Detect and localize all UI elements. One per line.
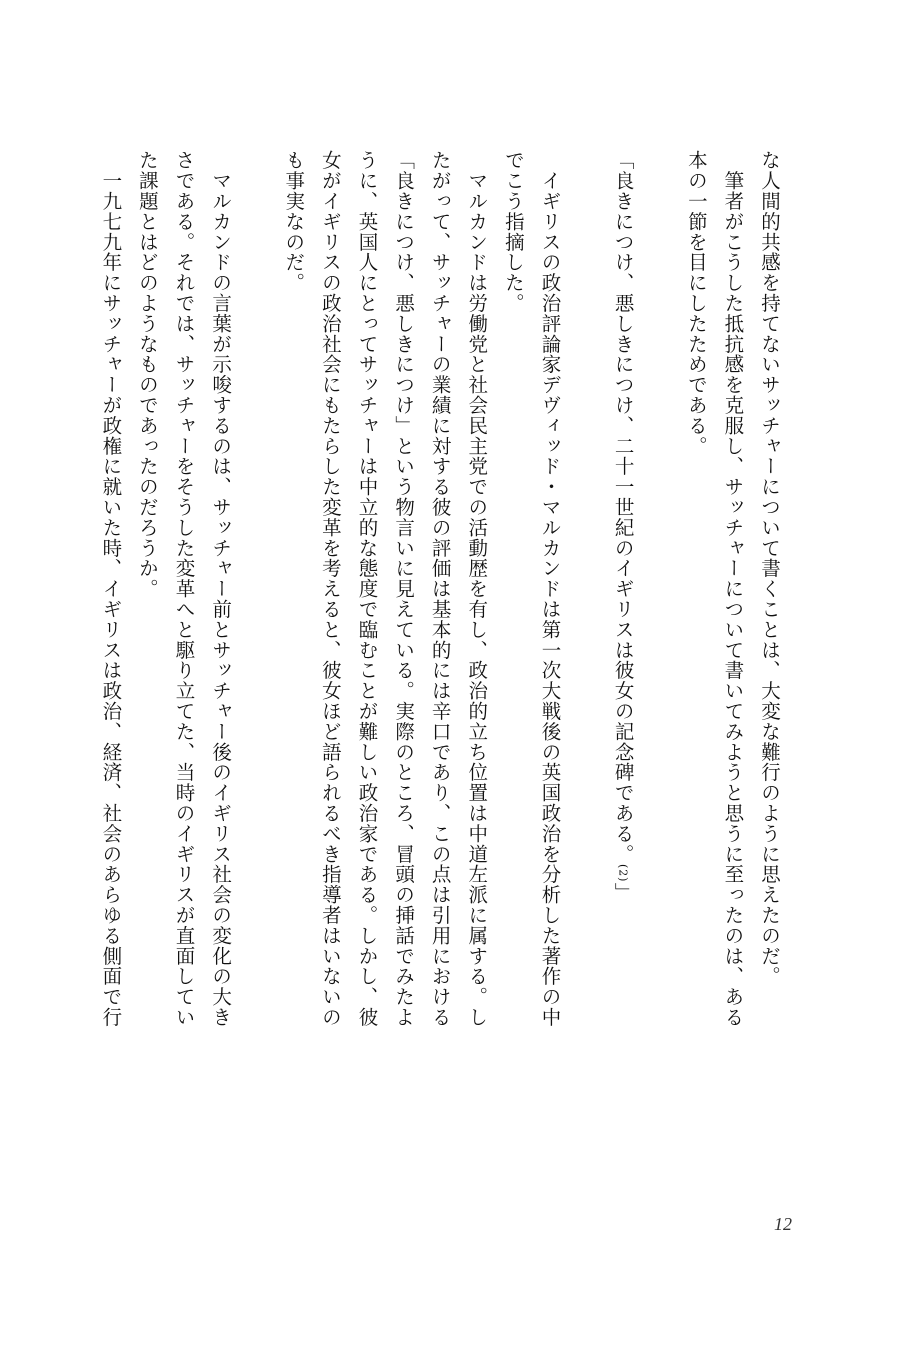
body-line: 女がイギリスの政治社会にもたらした変革を考えると、彼女ほど語られるべき指導者はいないの	[318, 150, 342, 1028]
paragraph-gap	[641, 150, 678, 1190]
body-line: た課題とはどのようなものであったのだろうか。	[135, 150, 159, 599]
body-line: 筆者がこうした抵抗感を克服し、サッチャーについて書いてみようと思うに至ったのは、ある	[721, 150, 745, 1028]
quote-close: 」	[611, 882, 635, 903]
body-line: さである。それでは、サッチャーをそうした変革へと駆り立てた、当時のイギリスが直面してい	[172, 150, 196, 1028]
note-reference: (2)	[616, 864, 630, 883]
body-line: うに、英国人にとってサッチャーは中立的な態度で臨むことが難しい政治家である。しかし、彼	[355, 150, 379, 1028]
body-line: イギリスの政治評論家デヴィッド・マルカンドは第一次大戦後の英国政治を分析した著作の中	[538, 150, 562, 1028]
page-number: 12	[774, 1214, 792, 1234]
body-line: でこう指摘した。	[501, 150, 525, 314]
paragraph-gap	[567, 150, 604, 1190]
body-line: も事実なのだ。	[282, 150, 306, 293]
body-line: たがって、サッチャーの業績に対する彼の評価は基本的には辛口であり、この点は引用における	[428, 150, 452, 1028]
body-line: 「良きにつけ、悪しきにつけ」という物言いに見えている。実際のところ、冒頭の挿話でみたよ	[392, 150, 416, 1028]
body-line: マルカンドの言葉が示唆するのは、サッチャー前とサッチャー後のイギリス社会の変化の大き	[209, 150, 233, 1028]
block-quote	[604, 150, 641, 1190]
paragraph-gap	[238, 150, 275, 1190]
body-line: マルカンドは労働党と社会民主党での活動歴を有し、政治的立ち位置は中道左派に属する。し	[465, 150, 489, 1028]
body-line: な人間的共感を持てないサッチャーについて書くことは、大変な難行のように思えたのだ。	[758, 150, 781, 987]
body-line: 本の一節を目にしたためである。	[684, 150, 708, 456]
body-line: 一九七九年にサッチャーが政権に就いた時、イギリスは政治、経済、社会のあらゆる側面で行	[99, 150, 123, 1028]
vertical-text-body	[92, 150, 787, 1190]
quote-text: 「良きにつけ、悪しきにつけ、二十一世紀のイギリスは彼女の記念碑である。	[611, 150, 635, 864]
